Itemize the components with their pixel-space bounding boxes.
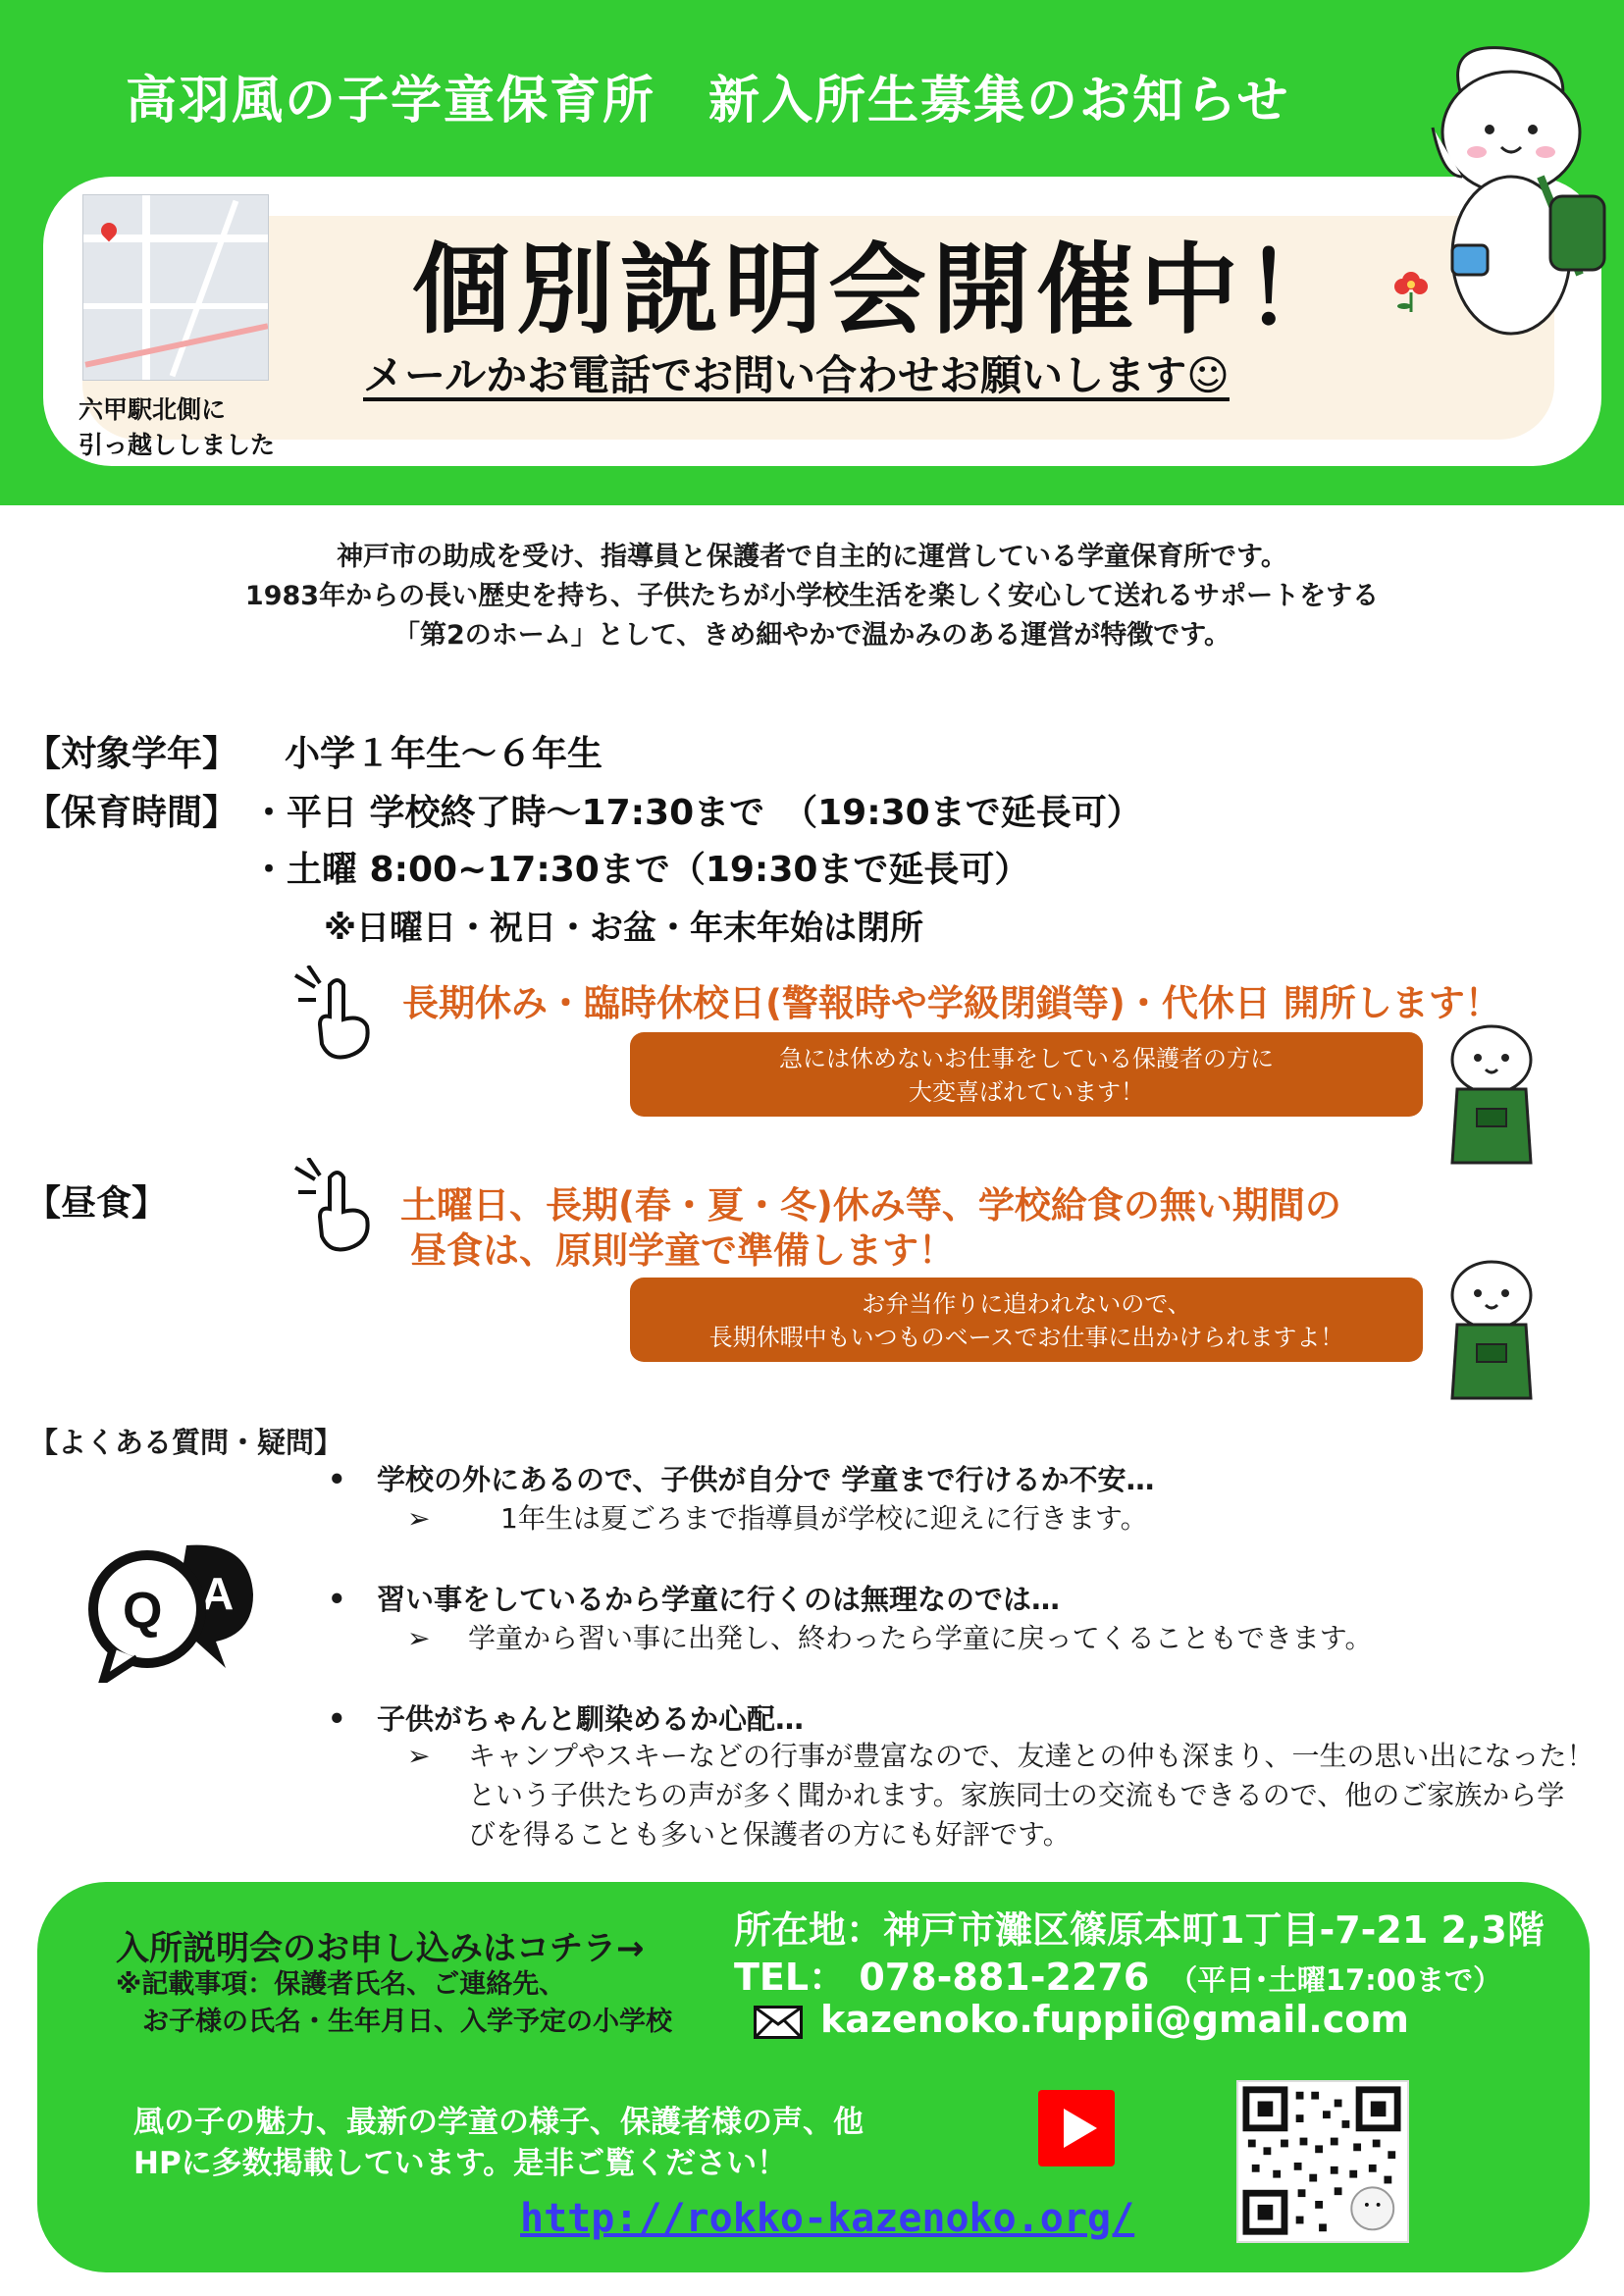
svg-text:Q: Q: [123, 1583, 163, 1640]
pointing-hand-icon: [290, 965, 379, 1064]
lunch-label: 【昼食】: [26, 1183, 168, 1224]
faq-title: 【よくある質問・疑問】: [29, 1426, 343, 1459]
lunch-line1: 土曜日、長期(春・夏・冬)休み等、学校給食の無い期間の: [400, 1184, 1341, 1226]
arrow-icon: ➢: [407, 1502, 431, 1535]
hours-saturday: ・土曜 8:00~17:30まで（19:30まで延長可）: [251, 850, 1030, 890]
homepage-url-link[interactable]: http://rokko-kazenoko.org/: [520, 2196, 1135, 2241]
address: 所在地：神戸市灘区篠原本町1丁目-7-21 2,3階: [734, 1908, 1545, 1952]
homepage-text: 風の子の魅力、最新の学童の様子、保護者様の声、他 HPに多数掲載しています。是非ご覧ください！: [133, 2105, 864, 2181]
sub-heading: メールかお電話でお問い合わせお願いします☺: [363, 351, 1230, 399]
svg-text:A: A: [201, 1568, 235, 1619]
faq-question: • 学校の外にあるので、子供が自分で 学童まで行けるか不安…: [328, 1463, 1155, 1496]
faq-question: • 習い事をしているから学童に行くのは無理なのでは…: [328, 1583, 1061, 1616]
main-heading: 個別説明会開催中！: [412, 233, 1348, 347]
bear-mascot-icon: [1403, 29, 1609, 353]
apron-bear-icon: [1433, 1256, 1550, 1403]
apply-link[interactable]: 入所説明会のお申し込みはコチラ→: [116, 1929, 645, 1968]
flower-icon: [1391, 267, 1431, 316]
arrow-icon: ➢: [407, 1622, 431, 1654]
mail-icon: [754, 2006, 803, 2039]
qa-speech-icon: [79, 1526, 265, 1683]
pointing-hand-icon: [290, 1158, 379, 1256]
lunch-line2: 昼食は、原則学童で準備します！: [410, 1229, 955, 1272]
apron-bear-icon: [1433, 1020, 1550, 1168]
telephone[interactable]: TEL： 078-881-2276 （平日･土曜17:00まで）: [734, 1956, 1502, 1999]
hours-weekday: ・平日 学校終了時～17:30まで （19:30まで延長可）: [251, 793, 1142, 833]
intro-text: 神戸市の助成を受け、指導員と保護者で自主的に運営している学童保育所です。 1983年からの長い歴史を持ち、子供たちが小学校生活を楽しく安心して送れるサポートをする 「第2のホーム」として、きめ細やかで温かみのある運営が特徴です。: [244, 542, 1380, 651]
page-title: 高羽風の子学童保育所 新入所生募集のお知らせ: [126, 72, 1290, 130]
grade-label: 【対象学年】: [26, 734, 238, 774]
arrow-icon: ➢: [407, 1740, 431, 1772]
hours-label: 【保育時間】: [26, 793, 238, 833]
closed-note: ※日曜日・祝日・お盆・年末年始は閉所: [324, 909, 924, 948]
grade-value: 小学１年生～６年生: [285, 734, 603, 774]
email-link[interactable]: kazenoko.fuppii@gmail.com: [754, 1998, 1409, 2041]
callout-working-parents: 急には休めないお仕事をしている保護者の方に 大変喜ばれています！: [630, 1032, 1423, 1117]
map-image[interactable]: [82, 194, 269, 381]
map-note: 六甲駅北側に 引っ越ししました: [79, 395, 276, 459]
apply-note: ※記載事項：保護者氏名、ご連絡先、 お子様の氏名・生年月日、入学予定の小学校: [116, 1969, 672, 2037]
qr-code[interactable]: [1236, 2080, 1409, 2243]
youtube-icon[interactable]: [1038, 2090, 1115, 2166]
open-notice: 長期休み・臨時休校日(警報時や学級閉鎖等)・代休日 開所します！: [402, 982, 1501, 1024]
callout-lunch: お弁当作りに追われないので、 長期休暇中もいつものベースでお仕事に出かけられますよ！: [630, 1278, 1423, 1362]
faq-question: • 子供がちゃんと馴染めるか心配…: [328, 1702, 805, 1736]
